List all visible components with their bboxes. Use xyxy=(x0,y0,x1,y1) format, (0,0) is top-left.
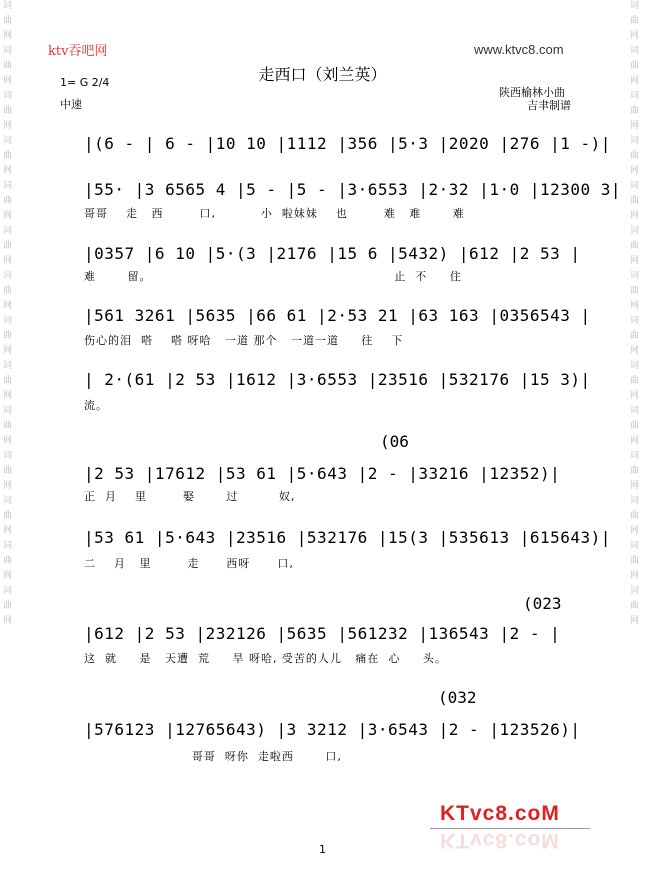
notation-line: | 2·(61 |2 53 |1612 |3·6553 |23516 |532176 |15 3)| xyxy=(84,370,591,389)
notation-line: |55· |3 6565 4 |5 - |5 - |3·6553 |2·32 |1·0 |12300 3| xyxy=(84,180,622,199)
notation-line: |612 |2 53 |232126 |5635 |561232 |136543 |2 - | xyxy=(84,624,561,643)
lyric-line: 哥哥 呀你 走啦西 口, xyxy=(84,750,342,763)
song-origin: 陕西榆林小曲 xyxy=(499,86,565,99)
instrumental-intro: (032 xyxy=(438,688,477,707)
lyric-line: 这 就 是 天遭 荒 旱 呀哈, 受苦的人儿 痛在 心 头。 xyxy=(84,652,447,665)
watermark-site-name[interactable]: ktv吞吧网 xyxy=(48,44,108,59)
instrumental-intro: (023 xyxy=(523,594,562,613)
notation-line: |(6 - | 6 - |10 10 |1112 |356 |5·3 |2020 |276 |1 -)| xyxy=(84,134,611,153)
lyric-line: 难 留。 止 不 住 xyxy=(84,270,462,283)
site-logo[interactable]: KTvc8.coM xyxy=(440,802,560,825)
notation-line: |2 53 |17612 |53 61 |5·643 |2 - |33216 |12352)| xyxy=(84,464,561,483)
key-signature: 1= G 2/4 xyxy=(60,76,110,89)
notation-line: |561 3261 |5635 |66 61 |2·53 21 |63 163 |0356543 | xyxy=(84,306,591,325)
lyric-line: 哥哥 走 西 口, 小 啦妹妹 也 难 难 难 xyxy=(84,207,465,220)
watermark-site-url[interactable]: www.ktvc8.com xyxy=(474,42,564,57)
notation-line: |576123 |12765643) |3 3212 |3·6543 |2 - |123526)| xyxy=(84,720,581,739)
lyric-line: 流。 xyxy=(84,399,108,412)
notation-line: |0357 |6 10 |5·(3 |2176 |15 6 |5432) |612 |2 53 | xyxy=(84,244,581,263)
lyric-line: 二 月 里 走 西呀 口, xyxy=(84,557,294,570)
page-number: 1 xyxy=(319,843,326,856)
tempo-marking: 中速 xyxy=(60,98,82,111)
side-watermark-left: 词曲网词曲网词曲网词曲网词曲网词曲网词曲网词曲网词曲网词曲网词曲网词曲网词曲网词曲网 xyxy=(1,0,11,630)
lyric-line: 伤心的泪 嗒 嗒 呀哈 一道 那个 一道一道 往 下 xyxy=(84,334,404,347)
lyric-line: 正 月 里 娶 过 奴, xyxy=(84,490,296,503)
site-logo-reflection: KTvc8.coM xyxy=(440,829,560,852)
instrumental-intro: (06 xyxy=(380,432,409,451)
side-watermark-right: 词曲网词曲网词曲网词曲网词曲网词曲网词曲网词曲网词曲网词曲网词曲网词曲网词曲网词曲网 xyxy=(628,0,638,630)
notation-line: |53 61 |5·643 |23516 |532176 |15(3 |535613 |615643)| xyxy=(84,528,611,547)
song-title: 走西口（刘兰英） xyxy=(258,65,387,84)
arranger-credit: 吉聿制谱 xyxy=(527,99,571,112)
